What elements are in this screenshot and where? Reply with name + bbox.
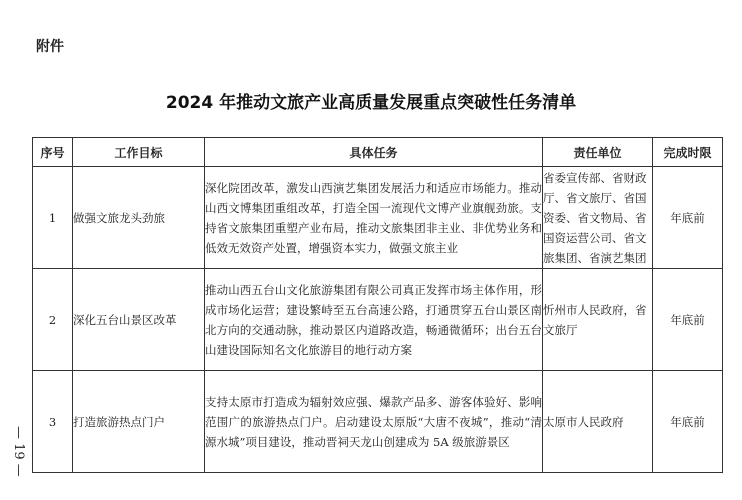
row-task: 支持太原市打造成为辐射效应强、爆款产品多、游客体验好、影响范围广的旅游热点门户。启动建设太原版“大唐不夜城”，推动“清源水城”项目建设，推动晋祠天龙山创建成为 5A 级旅游景区 xyxy=(205,371,543,473)
row-goal: 做强文旅龙头劲旅 xyxy=(73,167,205,269)
row-deadline: 年底前 xyxy=(653,269,723,371)
table-header-row xyxy=(33,138,723,167)
row-deadline: 年底前 xyxy=(653,371,723,473)
row-unit: 忻州市人民政府，省文旅厅 xyxy=(543,269,653,371)
page-number: — 19 — xyxy=(11,426,26,477)
header-deadline: 完成时限 xyxy=(653,138,723,167)
table-row xyxy=(33,371,723,473)
task-table xyxy=(32,137,723,473)
attachment-label: 附件 xyxy=(36,39,64,55)
row-unit: 太原市人民政府 xyxy=(543,371,653,473)
header-task: 具体任务 xyxy=(205,138,543,167)
row-unit: 省委宣传部、省财政厅、省文旅厅、省国资委、省文物局、省国资运营公司、省文旅集团、省演艺集团 xyxy=(543,167,653,269)
header-goal: 工作目标 xyxy=(73,138,205,167)
row-task: 推动山西五台山文化旅游集团有限公司真正发挥市场主体作用，形成市场化运营；建设繁峙至五台高速公路，打通贯穿五台山景区南北方向的交通动脉，推动景区内道路改造，畅通微循环；出台五台山建设国际知名文化旅游目的地行动方案 xyxy=(205,269,543,371)
row-deadline: 年底前 xyxy=(653,167,723,269)
header-unit: 责任单位 xyxy=(543,138,653,167)
document-title: 2024 年推动文旅产业高质量发展重点突破性任务清单 xyxy=(165,93,577,113)
table-row xyxy=(33,269,723,371)
header-seq: 序号 xyxy=(33,138,73,167)
row-seq: 1 xyxy=(33,167,73,269)
row-task: 深化院团改革，激发山西演艺集团发展活力和适应市场能力。推动山西文博集团重组改革，打造全国一流现代文博产业旗舰劲旅。支持省文旅集团重塑产业布局，推动文旅集团非主业、非优势业务和低效无效资产处置，增强资本实力，做强文旅主业 xyxy=(205,167,543,269)
row-seq: 3 xyxy=(33,371,73,473)
row-goal: 打造旅游热点门户 xyxy=(73,371,205,473)
row-seq: 2 xyxy=(33,269,73,371)
row-goal: 深化五台山景区改革 xyxy=(73,269,205,371)
table-row xyxy=(33,167,723,269)
